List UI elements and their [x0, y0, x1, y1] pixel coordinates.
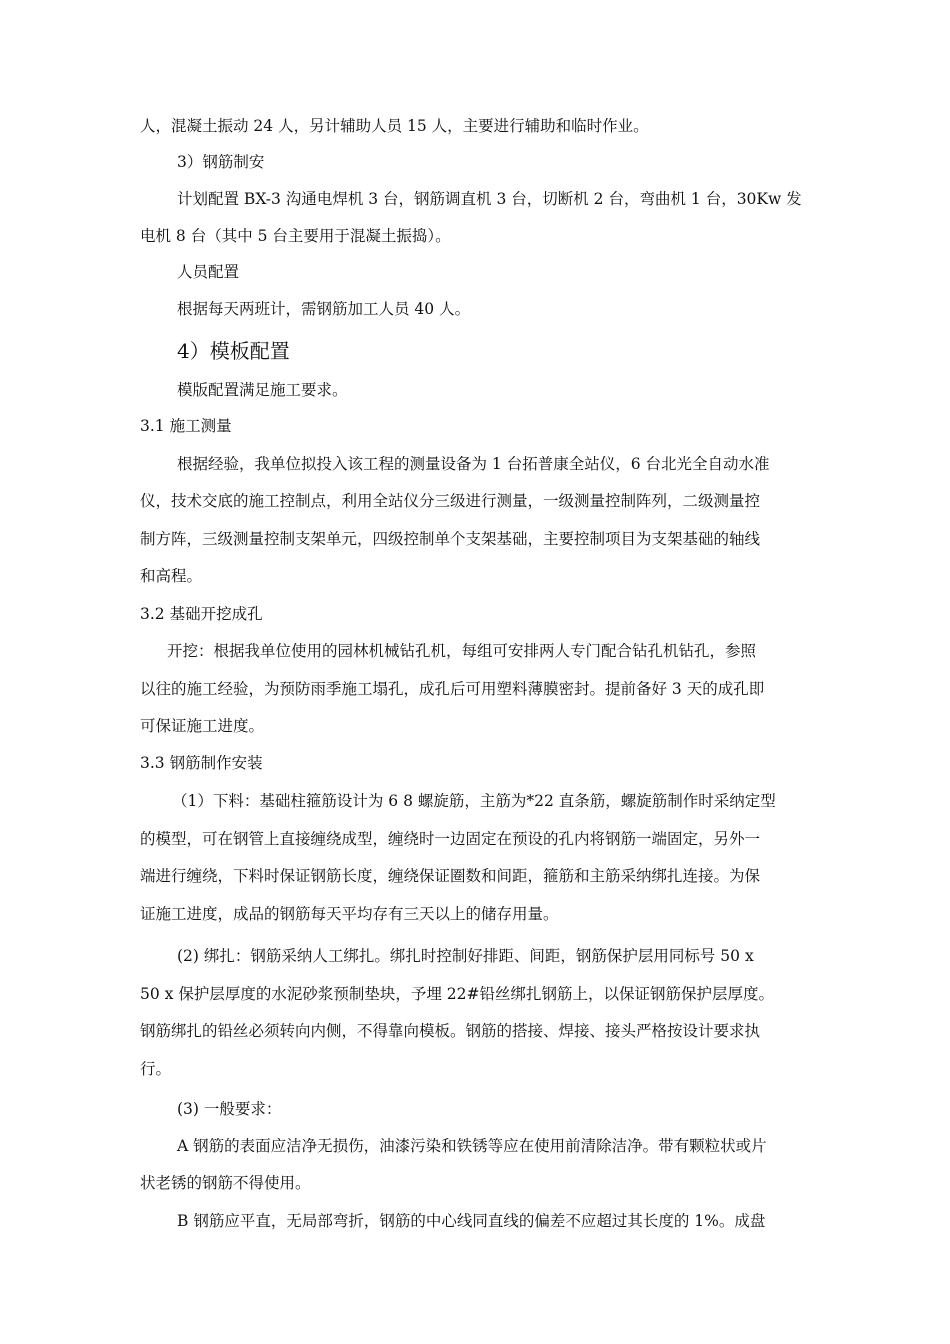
paragraph-line: 端进行缠绕，下料时保证钢筋长度，缠绕保证圈数和间距，箍筋和主筋采纳绑扎连接。为保	[140, 867, 761, 885]
paragraph-line: 计划配置 BX-3 沟通电焊机 3 台，钢筋调直机 3 台，切断机 2 台，弯曲机 1 台，30Kw 发	[177, 190, 802, 208]
paragraph-line: 制方阵，三级测量控制支架单元，四级控制单个支架基础，主要控制项目为支架基础的轴线	[140, 530, 761, 548]
subheading-formwork: 4）模板配置	[177, 339, 290, 363]
paragraph-line: A 钢筋的表面应洁净无损伤，油漆污染和铁锈等应在使用前清除洁净。带有颗粒状或片	[177, 1137, 767, 1155]
paragraph-line: 可保证施工进度。	[140, 717, 265, 735]
subheading-staffing: 人员配置	[177, 263, 240, 281]
paragraph-line: 电机 8 台（其中 5 台主要用于混凝土振捣）。	[140, 227, 451, 245]
paragraph-line: 行。	[140, 1060, 172, 1078]
paragraph-line: B 钢筋应平直，无局部弯折，钢筋的中心线同直线的偏差不应超过其长度的 1%。成盘	[177, 1212, 766, 1230]
section-heading-3-2: 3.2 基础开挖成孔	[140, 605, 263, 623]
paragraph-line: 50 x 保护层厚度的水泥砂浆预制垫块，予埋 22#铅丝绑扎钢筋上，以保证钢筋保护层厚度。	[140, 985, 774, 1003]
paragraph-line: 和高程。	[140, 567, 203, 585]
paragraph-line: 模版配置满足施工要求。	[177, 381, 348, 399]
paragraph-line: 钢筋绑扎的铅丝必须转向内侧，不得靠向模板。钢筋的搭接、焊接、接头严格按设计要求执	[140, 1022, 761, 1040]
paragraph-line: 开挖：根据我单位使用的园林机械钻孔机，每组可安排两人专门配合钻孔机钻孔，参照	[167, 642, 757, 660]
paragraph-line: 证施工进度，成品的钢筋每天平均存有三天以上的储存用量。	[140, 905, 559, 923]
paragraph-line: 仪，技术交底的施工控制点，利用全站仪分三级进行测量，一级测量控制阵列，二级测量控	[140, 492, 761, 510]
section-heading-3-3: 3.3 钢筋制作安装	[140, 754, 263, 772]
subheading-rebar: 3）钢筋制安	[177, 153, 265, 171]
paragraph-line: 的模型，可在钢管上直接缠绕成型，缠绕时一边固定在预设的孔内将钢筋一端固定，另外一	[140, 830, 761, 848]
paragraph-line: 根据经验，我单位拟投入该工程的测量设备为 1 台拓普康全站仪，6 台北光全自动水准	[177, 455, 770, 473]
paragraph-line: 状老锈的钢筋不得使用。	[140, 1174, 311, 1192]
paragraph-line: 以往的施工经验，为预防雨季施工塌孔，成孔后可用塑料薄膜密封。提前备好 3 天的成孔即	[140, 680, 765, 698]
paragraph-line: （1）下料：基础柱箍筋设计为 6 8 螺旋筋，主筋为*22 直条筋，螺旋筋制作时采纳定型	[172, 792, 776, 810]
section-heading-3-1: 3.1 施工测量	[140, 417, 232, 435]
paragraph-line: 根据每天两班计，需钢筋加工人员 40 人。	[177, 300, 471, 318]
subheading-general-requirements: (3) 一般要求：	[177, 1100, 282, 1118]
paragraph-line: (2) 绑扎：钢筋采纳人工绑扎。绑扎时控制好排距、间距，钢筋保护层用同标号 50 x	[177, 947, 754, 965]
paragraph-line: 人，混凝土振动 24 人，另计辅助人员 15 人，主要进行辅助和临时作业。	[140, 117, 649, 135]
